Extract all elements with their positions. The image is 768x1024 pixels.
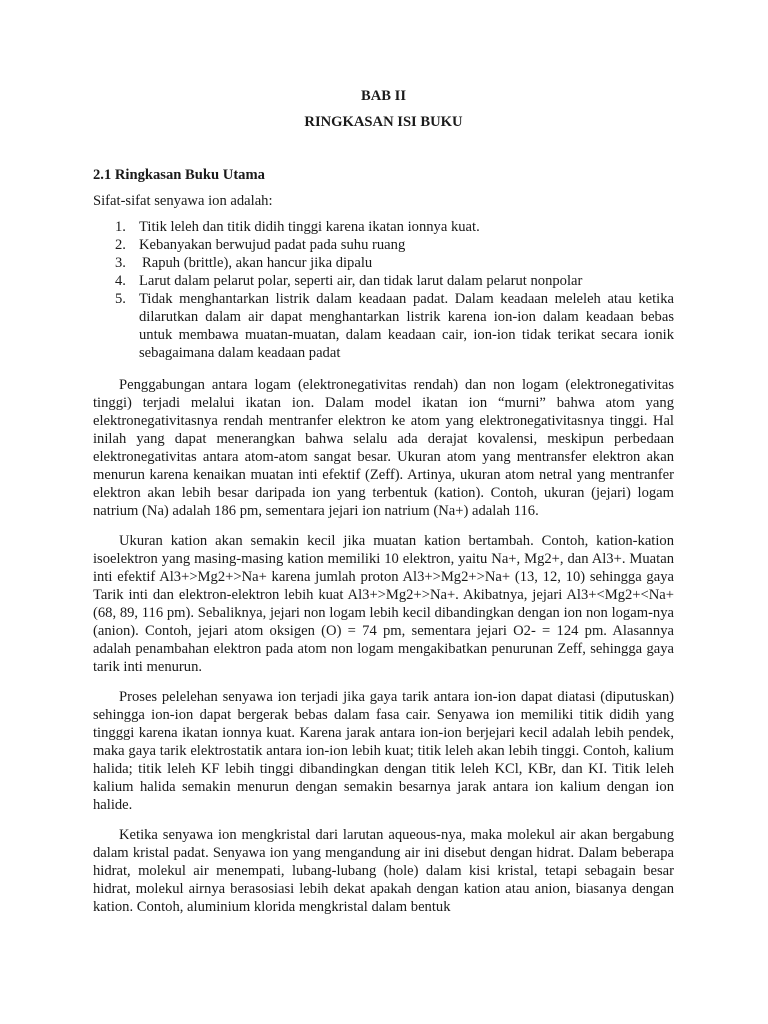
section-heading: 2.1 Ringkasan Buku Utama (93, 167, 265, 183)
chapter-title: RINGKASAN ISI BUKU (304, 114, 463, 130)
body-paragraph: Penggabungan antara logam (elektronegativitas rendah) dan non logam (elektronegativitas tinggi) terjadi melalui ikatan ion. Dalam model ikatan ion “murni” bahwa atom yang elektronegativitasnya rendah mentranfer elektron ke atom yang elektronegativitasnya tinggi. Hal inilah yang dapat menerangkan bahwa selalu ada derajat kovalensi, meskipun perbedaan elektronegativitas antara atom-atom sangat besar. Ukuran atom yang mentransfer elektron akan menurun karena kenaikan muatan inti efektif (Zeff). Artinya, ukuran atom netral yang mentranfer elektron akan lebih besar daripada ion yang terbentuk (kation). Contoh, ukuran (jejari) logam natrium (Na) adalah 186 pm, sementara jejari ion natrium (Na+) adalah 116. (93, 377, 674, 519)
list-item-number: 3. (115, 255, 126, 271)
intro-text: Sifat-sifat senyawa ion adalah: (93, 193, 273, 209)
list-item-text: Kebanyakan berwujud padat pada suhu ruang (139, 237, 406, 253)
list-item-text: Larut dalam pelarut polar, seperti air, dan tidak larut dalam pelarut nonpolar (139, 273, 583, 289)
list-item-number: 1. (115, 219, 126, 235)
list-item (93, 254, 674, 272)
list-item-number: 4. (115, 273, 126, 289)
list-item (93, 272, 674, 290)
list-item (93, 236, 674, 254)
list-item-text: Titik leleh dan titik didih tinggi karena ikatan ionnya kuat. (139, 219, 480, 235)
list-item-text: Tidak menghantarkan listrik dalam keadaan padat. Dalam keadaan meleleh atau ketika dilarutkan dalam air dapat menghantarkan listrik karena ion-ion dalam keadaan bebas untuk membawa muatan-muatan, dalam keadaan cair, ion-ion tidak terikat secara ionik sebagaimana dalam keadaan padat (139, 291, 674, 361)
body-paragraph: Proses pelelehan senyawa ion terjadi jika gaya tarik antara ion-ion dapat diatasi (diputuskan) sehingga ion-ion dapat bergerak bebas dalam fasa cair. Senyawa ion memiliki titik didih yang tingggi karena ikatan ionnya kuat. Karena jarak antara ion-ion berjejari kecil adalah lebih pendek, maka gaya tarik elektrostatik antara ion-ion lebih kuat; titik leleh akan lebih tinggi. Contoh, kalium halida; titik leleh KF lebih tinggi dibandingkan dengan titik leleh KCl, KBr, dan KI. Titik leleh kalium halida semakin menurun dengan semakin besarnya jarak antara ion kalium dengan ion halide. (93, 689, 674, 813)
properties-list (93, 218, 674, 362)
list-item-number: 2. (115, 237, 126, 253)
list-item-text: Rapuh (brittle), akan hancur jika dipalu (142, 255, 373, 271)
list-item-number: 5. (115, 291, 126, 307)
body-paragraph: Ketika senyawa ion mengkristal dari larutan aqueous-nya, maka molekul air akan bergabung dalam kristal padat. Senyawa ion yang mengandung air ini disebut dengan hidrat. Dalam beberapa hidrat, molekul air menempati, lubang-lubang (hole) dalam kisi kristal, tetapi sebagain besar hidrat, molekul airnya berasosiasi lebih dekat apakah dengan kation atau anion, biasanya dengan kation. Contoh, aluminium klorida mengkristal dalam bentuk (93, 827, 674, 915)
chapter-number: BAB II (360, 88, 406, 104)
list-item (93, 290, 674, 362)
list-item (93, 218, 674, 236)
body-paragraph: Ukuran kation akan semakin kecil jika muatan kation bertambah. Contoh, kation-kation isoelektron yang masing-masing kation memiliki 10 elektron, yaitu Na+, Mg2+, dan Al3+. Muatan inti efektif Al3+>Mg2+>Na+ karena jumlah proton Al3+>Mg2+>Na+ (13, 12, 10) sehingga gaya Tarik inti dan elektron-elektron lebih kuat Al3+>Mg2+>Na+. Akibatnya, jejari Al3+<Mg2+<Na+ (68, 89, 116 pm). Sebaliknya, jejari non logam lebih kecil dibandingkan dengan ion non logam-nya (anion). Contoh, jejari atom oksigen (O) = 74 pm, sementara jejari O2- = 124 pm. Alasannya adalah penambahan elektron pada atom non logam mengakibatkan penurunan Zeff, sehingga gaya tarik inti menurun. (93, 533, 674, 675)
